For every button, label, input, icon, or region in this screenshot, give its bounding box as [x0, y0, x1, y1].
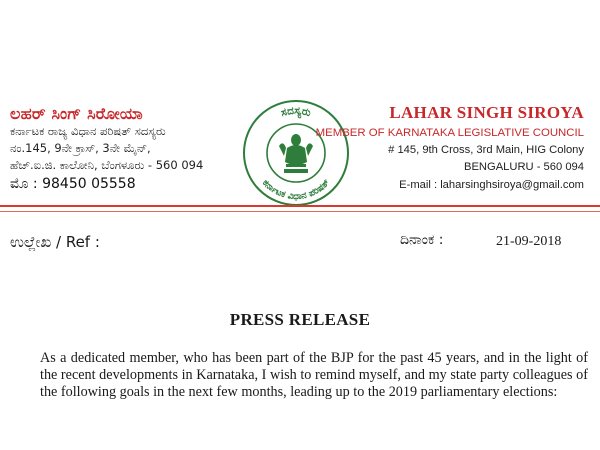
kannada-address-line1: ನಂ.145, 9ನೇ ಕ್ರಾಸ್, 3ನೇ ಮೈನ್,	[10, 141, 151, 155]
header-divider	[0, 205, 600, 207]
document-title: PRESS RELEASE	[229, 310, 371, 329]
kannada-phone: ಮೊ : 98450 05558	[10, 176, 136, 192]
header-divider-thin	[0, 211, 600, 212]
english-name: LAHAR SINGH SIROYA	[389, 103, 584, 122]
kannada-address-line2: ಹೆಚ್.ಐ.ಜಿ. ಕಾಲೋನಿ, ಬೆಂಗಳೂರು - 560 094	[10, 158, 204, 172]
kannada-designation: ಕರ್ನಾಟಕ ರಾಜ್ಯ ವಿಧಾನ ಪರಿಷತ್ ಸದಸ್ಯರು	[10, 124, 166, 138]
email-address: E-mail : laharsinghsiroya@gmail.com	[399, 179, 584, 191]
karnataka-seal-emblem	[239, 96, 353, 210]
ref-label: ಉಲ್ಲೇಖ / Ref :	[10, 233, 100, 251]
emblem-figure-icon	[279, 134, 313, 173]
english-designation: MEMBER OF KARNATAKA LEGISLATIVE COUNCIL	[315, 127, 584, 139]
date-value: 21-09-2018	[496, 234, 562, 249]
body-paragraph: As a dedicated member, who has been part of the BJP for the past 45 years, and in the light of the recent developments in Karnataka, I wish to remind myself, and my state party colleagues of the following goals in the next few months, leading up to the 2019 parliamentary elections:	[40, 350, 588, 400]
seal-bottom-text: ಕರ್ನಾಟಕ ವಿಧಾನ ಪರಿಷತ್	[259, 177, 333, 203]
seal-top-text: ಸದಸ್ಯರು	[279, 104, 313, 120]
english-address-line1: # 145, 9th Cross, 3rd Main, HIG Colony	[388, 144, 584, 156]
date-label: ದಿನಾಂಕ :	[400, 232, 444, 248]
english-address-line2: BENGALURU - 560 094	[463, 161, 584, 173]
kannada-name: ಲಹರ್ ಸಿಂಗ್ ಸಿರೋಯಾ	[10, 104, 143, 123]
